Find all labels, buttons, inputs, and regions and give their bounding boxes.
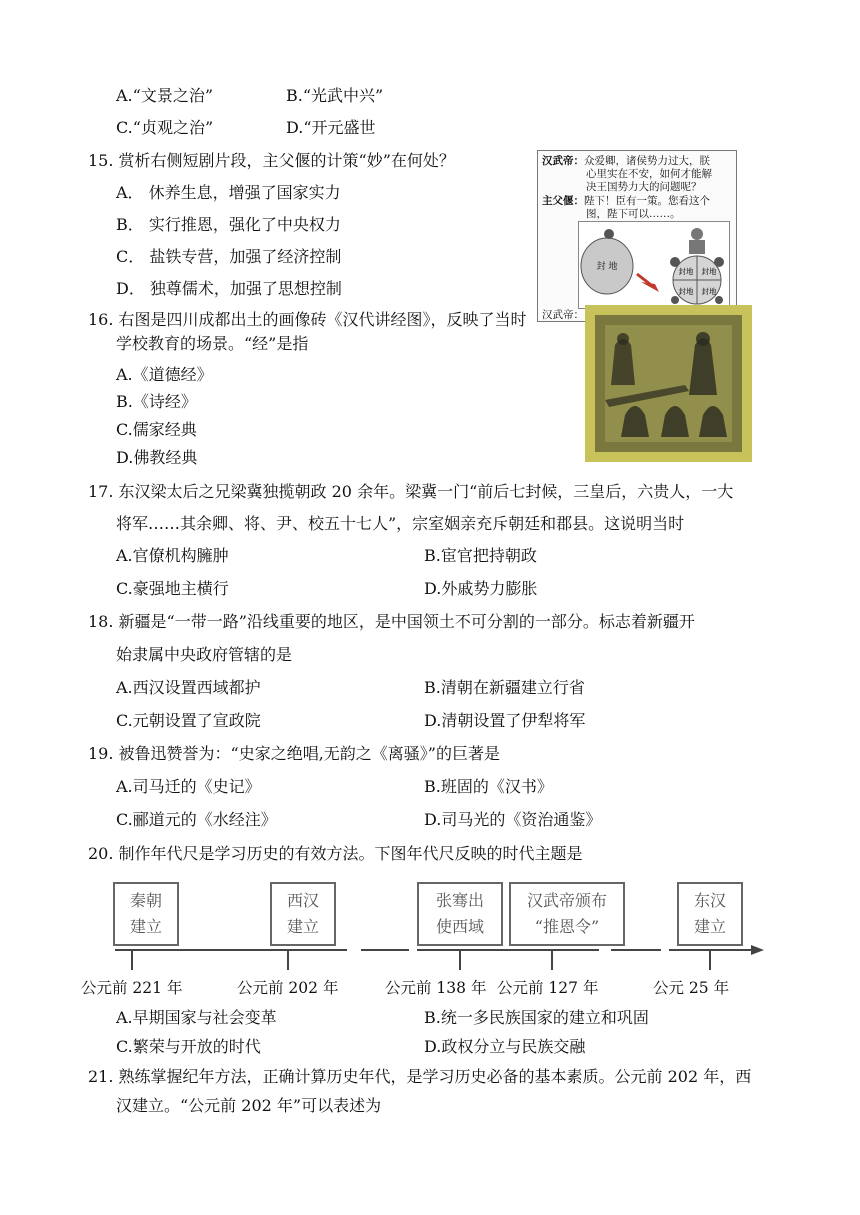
timeline-axis-segment xyxy=(417,949,599,951)
q20-timeline xyxy=(81,872,775,1002)
q17-option-b: B.宦官把持朝政 xyxy=(424,546,537,565)
q21-stem: 21. 熟练掌握纪年方法，正确计算历史年代，是学习历史必备的基本素质。公元前 202 年，西 xyxy=(88,1067,752,1086)
comic-speaker-zhufuyan: 主父偃： xyxy=(542,195,584,207)
q16-option-a: A.《道德经》 xyxy=(116,365,213,384)
q15-stem: 15. 赏析右侧短剧片段，主父偃的计策“妙”在何处？ xyxy=(88,151,455,170)
timeline-tick xyxy=(131,950,133,970)
timeline-event-line2: 建立 xyxy=(693,917,726,936)
timeline-event-line2: “推恩令” xyxy=(534,917,600,936)
q17-option-d: D.外戚势力膨胀 xyxy=(424,579,538,598)
timeline-event-line2: 建立 xyxy=(129,917,162,936)
timeline-axis-segment xyxy=(611,949,661,951)
q14-option-a: A.“文景之治” xyxy=(116,86,214,105)
q18-stem: 18. 新疆是“一带一路”沿线重要的地区，是中国领土不可分割的一部分。标志着新疆开 xyxy=(88,612,695,631)
q17-stem-cont: 将军……其余卿、将、尹、校五十七人”，宗室姻亲充斥朝廷和郡县。这说明当时 xyxy=(116,514,685,533)
q17-stem: 17. 东汉梁太后之兄梁冀独揽朝政 20 余年。梁冀一门“前后七封候，三皇后，六贵人，一大 xyxy=(88,482,734,501)
comic-panel xyxy=(578,221,730,309)
q20-option-d: D.政权分立与民族交融 xyxy=(424,1037,586,1056)
fief-small-label: 封地 xyxy=(678,287,694,296)
timeline-event-box xyxy=(113,882,179,946)
comic-speaker-emperor: 汉武帝： xyxy=(542,155,584,167)
timeline-event-box xyxy=(677,882,743,946)
timeline-tick xyxy=(551,950,553,970)
q15-option-c: C． 盐铁专营，加强了经济控制 xyxy=(116,247,342,266)
q14-option-c: C.“贞观之治” xyxy=(116,118,214,137)
timeline-date: 公元前 202 年 xyxy=(237,979,339,997)
timeline-event-line2: 使西域 xyxy=(435,917,484,936)
timeline-tick xyxy=(709,950,711,970)
timeline-axis-segment xyxy=(115,949,347,951)
q20-option-c: C.繁荣与开放的时代 xyxy=(116,1037,261,1056)
timeline-event-line1: 汉武帝颁布 xyxy=(526,891,607,910)
comic-line: 心里实在不安，如何才能解 xyxy=(586,168,712,180)
q16-option-c: C.儒家经典 xyxy=(116,420,197,439)
q20-option-a: A.早期国家与社会变革 xyxy=(116,1008,277,1027)
q21-stem-cont: 汉建立。“公元前 202 年”可以表述为 xyxy=(116,1096,382,1115)
q18-option-a: A.西汉设置西域都护 xyxy=(116,678,261,697)
q19-option-d: D.司马光的《资治通鉴》 xyxy=(424,810,602,829)
timeline-event-box xyxy=(270,882,336,946)
timeline-event-line1: 秦朝 xyxy=(129,891,162,910)
timeline-event-line1: 东汉 xyxy=(693,891,726,910)
timeline-date: 公元前 127 年 xyxy=(497,979,599,997)
comic-speaker-emperor-2: 汉武帝： xyxy=(542,309,584,321)
q18-option-c: C.元朝设置了宣政院 xyxy=(116,711,261,730)
timeline-axis-segment xyxy=(361,949,409,951)
fief-big-label: 封 地 xyxy=(596,262,618,272)
fief-small-label: 封地 xyxy=(678,267,694,276)
timeline-date: 公元 25 年 xyxy=(653,979,730,997)
han-lecture-brick-image xyxy=(585,305,752,462)
q19-option-a: A.司马迁的《史记》 xyxy=(116,777,261,796)
q19-option-b: B.班固的《汉书》 xyxy=(424,777,553,796)
fief-small-label: 封地 xyxy=(701,267,717,276)
timeline-event-line2: 建立 xyxy=(286,917,319,936)
q17-option-a: A.官僚机构臃肿 xyxy=(116,546,229,565)
q14-option-b: B.“光武中兴” xyxy=(286,86,384,105)
q18-stem-cont: 始隶属中央政府管辖的是 xyxy=(116,645,293,664)
timeline-date: 公元前 221 年 xyxy=(81,979,183,997)
q19-option-c: C.郦道元的《水经注》 xyxy=(116,810,277,829)
timeline-event-line1: 张骞出 xyxy=(435,891,484,910)
timeline-event-box xyxy=(509,882,625,946)
comic-line: 众爱卿，诸侯势力过大，朕 xyxy=(584,155,710,167)
q16-option-b: B.《诗经》 xyxy=(116,392,197,411)
q17-option-c: C.豪强地主横行 xyxy=(116,579,229,598)
q15-option-a: A． 休养生息，增强了国家实力 xyxy=(116,183,341,202)
q16-stem-cont: 学校教育的场景。“经”是指 xyxy=(116,334,309,353)
timeline-event-line1: 西汉 xyxy=(286,891,319,910)
q19-stem: 19. 被鲁迅赞誉为：“史家之绝唱,无韵之《离骚》”的巨著是 xyxy=(88,744,500,763)
timeline-tick xyxy=(459,950,461,970)
q16-stem: 16. 右图是四川成都出土的画像砖《汉代讲经图》，反映了当时 xyxy=(88,310,527,329)
comic-line: 图，陛下可以……。 xyxy=(586,208,681,220)
q20-option-b: B.统一多民族国家的建立和巩固 xyxy=(424,1008,649,1027)
fief-division-drawing xyxy=(579,222,729,308)
q20-stem: 20. 制作年代尺是学习历史的有效方法。下图年代尺反映的时代主题是 xyxy=(88,844,583,863)
q15-option-b: B． 实行推恩，强化了中央权力 xyxy=(116,215,341,234)
fief-small-label: 封地 xyxy=(701,287,717,296)
timeline-arrow-icon xyxy=(751,942,765,958)
q18-option-d: D.清朝设置了伊犁将军 xyxy=(424,711,586,730)
comic-line: 决王国势力大的问题呢？ xyxy=(586,181,702,193)
q15-option-d: D． 独尊儒术，加强了思想控制 xyxy=(116,279,342,298)
timeline-tick xyxy=(287,950,289,970)
q14-option-d: D.“开元盛世 xyxy=(286,118,376,137)
q15-comic-figure xyxy=(537,150,737,322)
q18-option-b: B.清朝在新疆建立行省 xyxy=(424,678,585,697)
timeline-date: 公元前 138 年 xyxy=(385,979,487,997)
q16-option-d: D.佛教经典 xyxy=(116,448,198,467)
timeline-axis-segment xyxy=(669,949,757,951)
comic-line: 陛下！臣有一策。您看这个 xyxy=(584,195,710,207)
timeline-event-box xyxy=(417,882,503,946)
